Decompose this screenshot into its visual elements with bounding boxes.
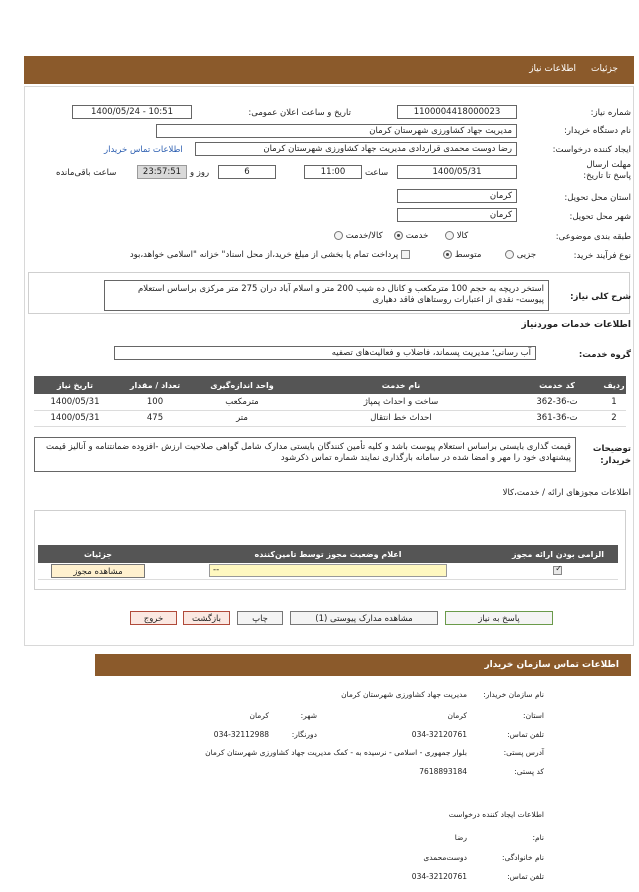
summary-text: استخر دریچه به حجم 100 مترمکعب و کانال ده شیب 200 متر و اسلام آباد دران 275 متر مرکزی براساس استعلام پیوست- نقدی از اعتبارات روستاهای فاقد دهیاری	[104, 280, 549, 311]
contact-org-value: مدیریت جهاد کشاورزی شهرستان کرمان	[341, 690, 467, 699]
process-label: نوع فرآیند خرید:	[573, 251, 631, 261]
category-option-goods-label: کالا	[456, 231, 469, 241]
required-cell	[498, 563, 618, 579]
table-row	[38, 563, 618, 579]
radio-goods[interactable]	[445, 231, 454, 240]
creator-label: ایجاد کننده درخواست:	[552, 145, 631, 155]
details-cell	[38, 563, 158, 579]
services-title: اطلاعات خدمات موردنیاز	[521, 320, 631, 330]
remaining-days-field: 6	[218, 165, 276, 179]
deadline-time-label: ساعت	[365, 168, 389, 178]
announce-label: تاریخ و ساعت اعلان عمومی:	[248, 108, 351, 118]
top-nav-bar	[24, 56, 634, 84]
contact-address-label: آدرس پستی:	[503, 748, 544, 757]
category-option-service[interactable]	[394, 231, 428, 241]
creator-info-title: اطلاعات ایجاد کننده درخواست	[448, 810, 544, 819]
province-field: کرمان	[397, 189, 517, 203]
row-code: ت-36-361	[512, 410, 602, 426]
col-idx: ردیف	[602, 376, 626, 394]
row-date: 1400/05/31	[34, 394, 116, 410]
contact-phone-value: 034-32120761	[411, 730, 467, 739]
deadline-date-field: 1400/05/31	[397, 165, 517, 179]
contact-org-label: نام سازمان خریدار:	[483, 690, 544, 699]
row-code: ت-36-362	[512, 394, 602, 410]
deadline-label: مهلت ارسال پاسخ تا تاریخ:	[583, 160, 631, 181]
category-option-goods[interactable]	[445, 231, 468, 241]
col-date: تاریخ نیاز	[34, 376, 116, 394]
col-name: نام خدمت	[290, 376, 512, 394]
service-group-field: آب رسانی؛ مدیریت پسماند، فاضلاب و فعالیت‌های تصفیه	[114, 346, 536, 360]
contact-city-label: شهر:	[300, 711, 317, 720]
permits-title: اطلاعات مجوزهای ارائه / خدمت،کالا	[502, 488, 631, 498]
need-number-label: شماره نیاز:	[590, 108, 631, 118]
process-option-medium-label: متوسط	[454, 250, 482, 260]
buyer-contact-link[interactable]: اطلاعات تماس خریدار	[104, 145, 183, 155]
creator-field: رضا دوست محمدی قراردادی مدیریت جهاد کشاورزی شهرستان کرمان	[195, 142, 517, 156]
contact-postal-label: کد پستی:	[514, 767, 544, 776]
reply-button[interactable]: پاسخ به نیاز	[445, 611, 553, 625]
city-field: کرمان	[397, 208, 517, 222]
col-required: الزامی بودن ارائه مجوز	[498, 545, 618, 563]
print-button[interactable]: چاپ	[237, 611, 283, 625]
status-field: --	[209, 564, 447, 577]
category-option-service-label: خدمت	[405, 231, 429, 241]
row-name: احداث خط انتقال	[290, 410, 512, 426]
contact-postal-value: 7618893184	[419, 767, 467, 776]
table-row	[34, 410, 626, 426]
row-name: ساخت و احداث پمپاژ	[290, 394, 512, 410]
col-details: جزئیات	[38, 545, 158, 563]
need-number-field: 1100004418000023	[397, 105, 517, 119]
category-option-both-label: کالا/خدمت	[345, 231, 383, 241]
row-qty: 475	[116, 410, 194, 426]
contact-province-label: استان:	[523, 711, 544, 720]
radio-minor[interactable]	[505, 250, 514, 259]
contact-address-value: بلوار جمهوری - اسلامی - نرسیده به - کمک مدیریت جهاد کشاورزی شهرستان کرمان	[205, 748, 467, 757]
process-option-minor-label: جزیی	[516, 250, 537, 260]
status-cell	[158, 563, 498, 579]
buyer-notes-label: توضیحات خریدار:	[592, 444, 631, 466]
row-date: 1400/05/31	[34, 410, 116, 426]
contact-phone-label: تلفن تماس:	[507, 730, 544, 739]
creator-name-label: نام:	[532, 833, 544, 842]
creator-phone-label: تلفن تماس:	[507, 872, 544, 881]
radio-service[interactable]	[394, 231, 403, 240]
days-label: روز و	[190, 168, 210, 178]
row-qty: 100	[116, 394, 194, 410]
view-permit-button[interactable]: مشاهده مجوز	[51, 564, 145, 578]
deadline-time-field: 11:00	[304, 165, 362, 179]
contact-title: اطلاعات تماس سازمان خریدار	[484, 660, 619, 670]
radio-medium[interactable]	[443, 250, 452, 259]
row-unit: متر	[194, 410, 290, 426]
creator-name-value: رضا	[454, 833, 467, 842]
buyer-org-field: مدیریت جهاد کشاورزی شهرستان کرمان	[156, 124, 517, 138]
remaining-time-field: 23:57:51	[137, 165, 187, 179]
payment-checkbox[interactable]	[401, 250, 410, 259]
table-row	[34, 394, 626, 410]
contact-header	[95, 654, 631, 676]
need-info-tab[interactable]: اطلاعات نیاز	[529, 64, 576, 74]
contact-fax-label: دورنگار:	[291, 730, 317, 739]
creator-phone-value: 034-32120761	[411, 872, 467, 881]
process-option-minor[interactable]	[505, 250, 536, 260]
contact-province-value: کرمان	[447, 711, 467, 720]
radio-both[interactable]	[334, 231, 343, 240]
buyer-org-label: نام دستگاه خریدار:	[564, 126, 631, 136]
back-button[interactable]: بازگشت	[183, 611, 230, 625]
category-option-both[interactable]	[334, 231, 383, 241]
service-group-label: گروه خدمت:	[578, 350, 631, 360]
summary-label: شرح کلی نیاز:	[570, 292, 631, 302]
col-code: کد خدمت	[512, 376, 602, 394]
services-table	[34, 376, 626, 427]
col-unit: واحد اندازه‌گیری	[194, 376, 290, 394]
services-table-header	[34, 376, 626, 394]
contact-fax-value: 034-32112988	[213, 730, 269, 739]
creator-family-label: نام خانوادگی:	[501, 853, 544, 862]
remaining-label: ساعت باقی‌مانده	[56, 168, 117, 178]
row-idx: 1	[602, 394, 626, 410]
attachments-button[interactable]: مشاهده مدارک پیوستی (1)	[290, 611, 438, 625]
permits-table	[38, 545, 618, 580]
province-label: استان محل تحویل:	[564, 193, 631, 203]
announce-datetime-field: 1400/05/24 - 10:51	[72, 105, 192, 119]
process-option-medium[interactable]	[443, 250, 481, 260]
city-label: شهر محل تحویل:	[569, 212, 631, 222]
exit-button[interactable]: خروج	[130, 611, 177, 625]
buyer-notes-text: قیمت گذاری بایستی براساس استعلام پیوست باشد و کلیه تأمین کنندگان بایستی مدارک شامل گواهی صلاحیت ارزش -افزوده ضمانتنامه و آنالیز قیمت پیشنهادی خود را مهر و امضا شده در سامانه بارگذاری نمایند شماره تماس ذکرشود	[34, 437, 576, 472]
contact-city-value: کرمان	[249, 711, 269, 720]
row-unit: مترمکعب	[194, 394, 290, 410]
creator-family-value: دوست‌محمدی	[423, 853, 467, 862]
col-qty: تعداد / مقدار	[116, 376, 194, 394]
category-label: طبقه بندی موضوعی:	[555, 232, 631, 242]
row-idx: 2	[602, 410, 626, 426]
permits-table-header	[38, 545, 618, 563]
details-tab[interactable]: جزئیات	[591, 64, 618, 74]
col-status: اعلام وضعیت مجوز توسط تامین‌کننده	[158, 545, 498, 563]
payment-note	[60, 250, 410, 260]
required-checkbox	[553, 566, 562, 575]
payment-note-text: پرداخت تمام یا بخشی از مبلغ خرید،از محل اسناد" خزانه "اسلامی خواهد،بود	[129, 250, 399, 260]
